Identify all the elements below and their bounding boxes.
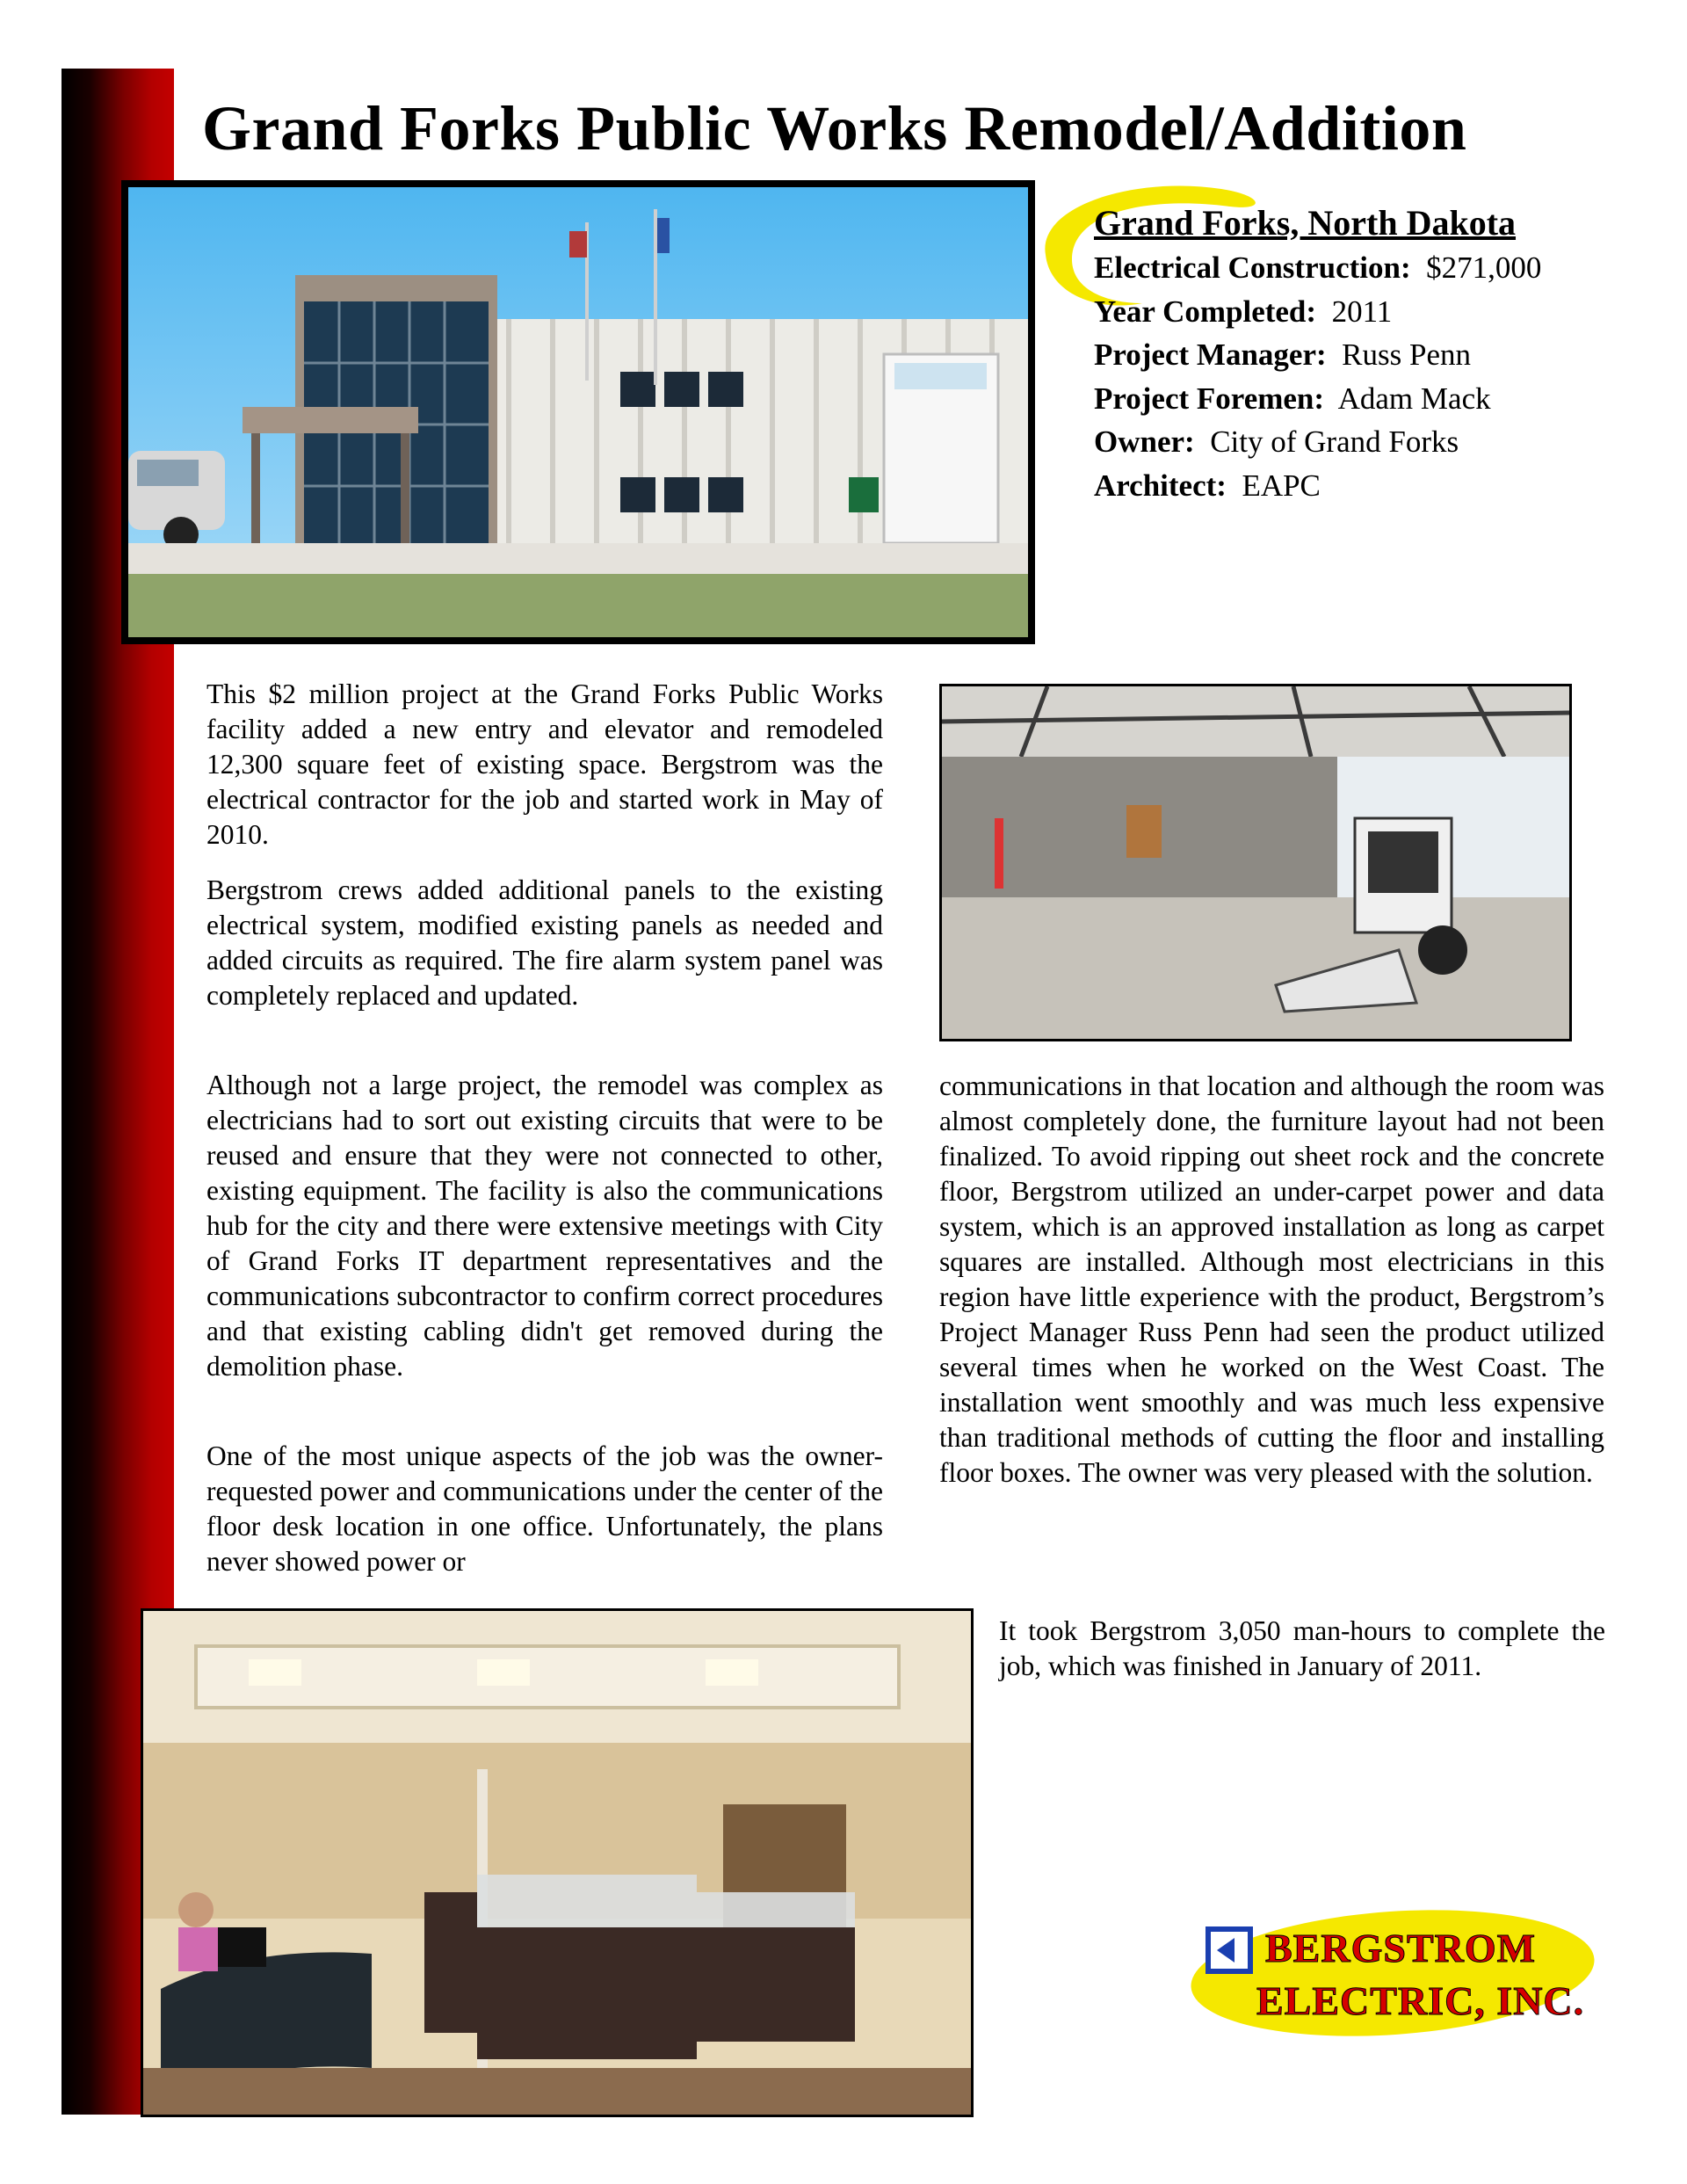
info-row-owner: Owner: City of Grand Forks: [1094, 424, 1459, 459]
page-title: Grand Forks Public Works Remodel/Addition: [202, 93, 1467, 163]
info-row-electrical-construction: Electrical Construction: $271,000: [1094, 250, 1542, 285]
body-paragraph-under-carpet: communications in that location and although the room was almost completely done, the furniture layout had not been finalized. To avoid ripping out sheet rock and the concrete floor, Bergstrom utilized an under-carpet power and data system, which is an approved installation as long as carpet squares are installed. Although most electricians in this region have little experience with the product, Bergstrom’s Project Manager Russ Penn had seen the product utilized several times when he worked on the West Coast. The installation went smoothly and was much less expensive than traditional methods of cutting the floor and installing floor boxes. The owner was very pleased with the solution.: [939, 1070, 1604, 1488]
body-paragraph-man-hours: It took Bergstrom 3,050 man-hours to complete the job, which was finished in January of 2011.: [999, 1615, 1605, 1681]
project-info-block: [1094, 200, 1639, 507]
bergstrom-electric-logo: [1182, 1898, 1595, 2048]
logo-yellow-oval-icon: [1182, 1898, 1595, 2048]
project-location: Grand Forks, North Dakota: [1094, 203, 1517, 243]
logo-line-2: ELECTRIC, INC.: [1256, 1978, 1585, 2023]
body-paragraph-panels: Bergstrom crews added additional panels to the existing electrical system, modified existing panels as needed and added circuits as required. The fire alarm system panel was completely replaced and updated.: [206, 874, 883, 1011]
office-interior-photo: [141, 1608, 974, 2117]
building-exterior-photo: [121, 180, 1035, 644]
info-row-project-manager: Project Manager: Russ Penn: [1094, 337, 1471, 372]
info-row-project-foremen: Project Foremen: Adam Mack: [1094, 381, 1491, 416]
body-paragraph-unique-aspects: One of the most unique aspects of the job was the owner-requested power and communications under the center of the floor desk location in one office. Unfortunately, the plans never showed power or: [206, 1440, 883, 1577]
logo-line-1: BERGSTROM: [1265, 1926, 1537, 1970]
info-row-year-completed: Year Completed: 2011: [1094, 294, 1393, 329]
info-row-architect: Architect: EAPC: [1094, 468, 1321, 503]
body-paragraph-intro: This $2 million project at the Grand Forks Public Works facility added a new entry and elevator and remodeled 12,300 square feet of existing space. Bergstrom was the electrical contractor for the job and started work in May of 2010.: [206, 678, 883, 850]
body-paragraph-complexity: Although not a large project, the remodel was complex as electricians had to sort out existing circuits that were to be reused and ensure that they were not connected to other, existing equipment. The facility is also the communications hub for the city and there were extensive meetings with City of Grand Forks IT department representatives and the communications subcontractor to confirm correct procedures and that existing cabling didn't get removed during the demolition phase.: [206, 1070, 883, 1382]
construction-interior-photo: [939, 684, 1572, 1041]
